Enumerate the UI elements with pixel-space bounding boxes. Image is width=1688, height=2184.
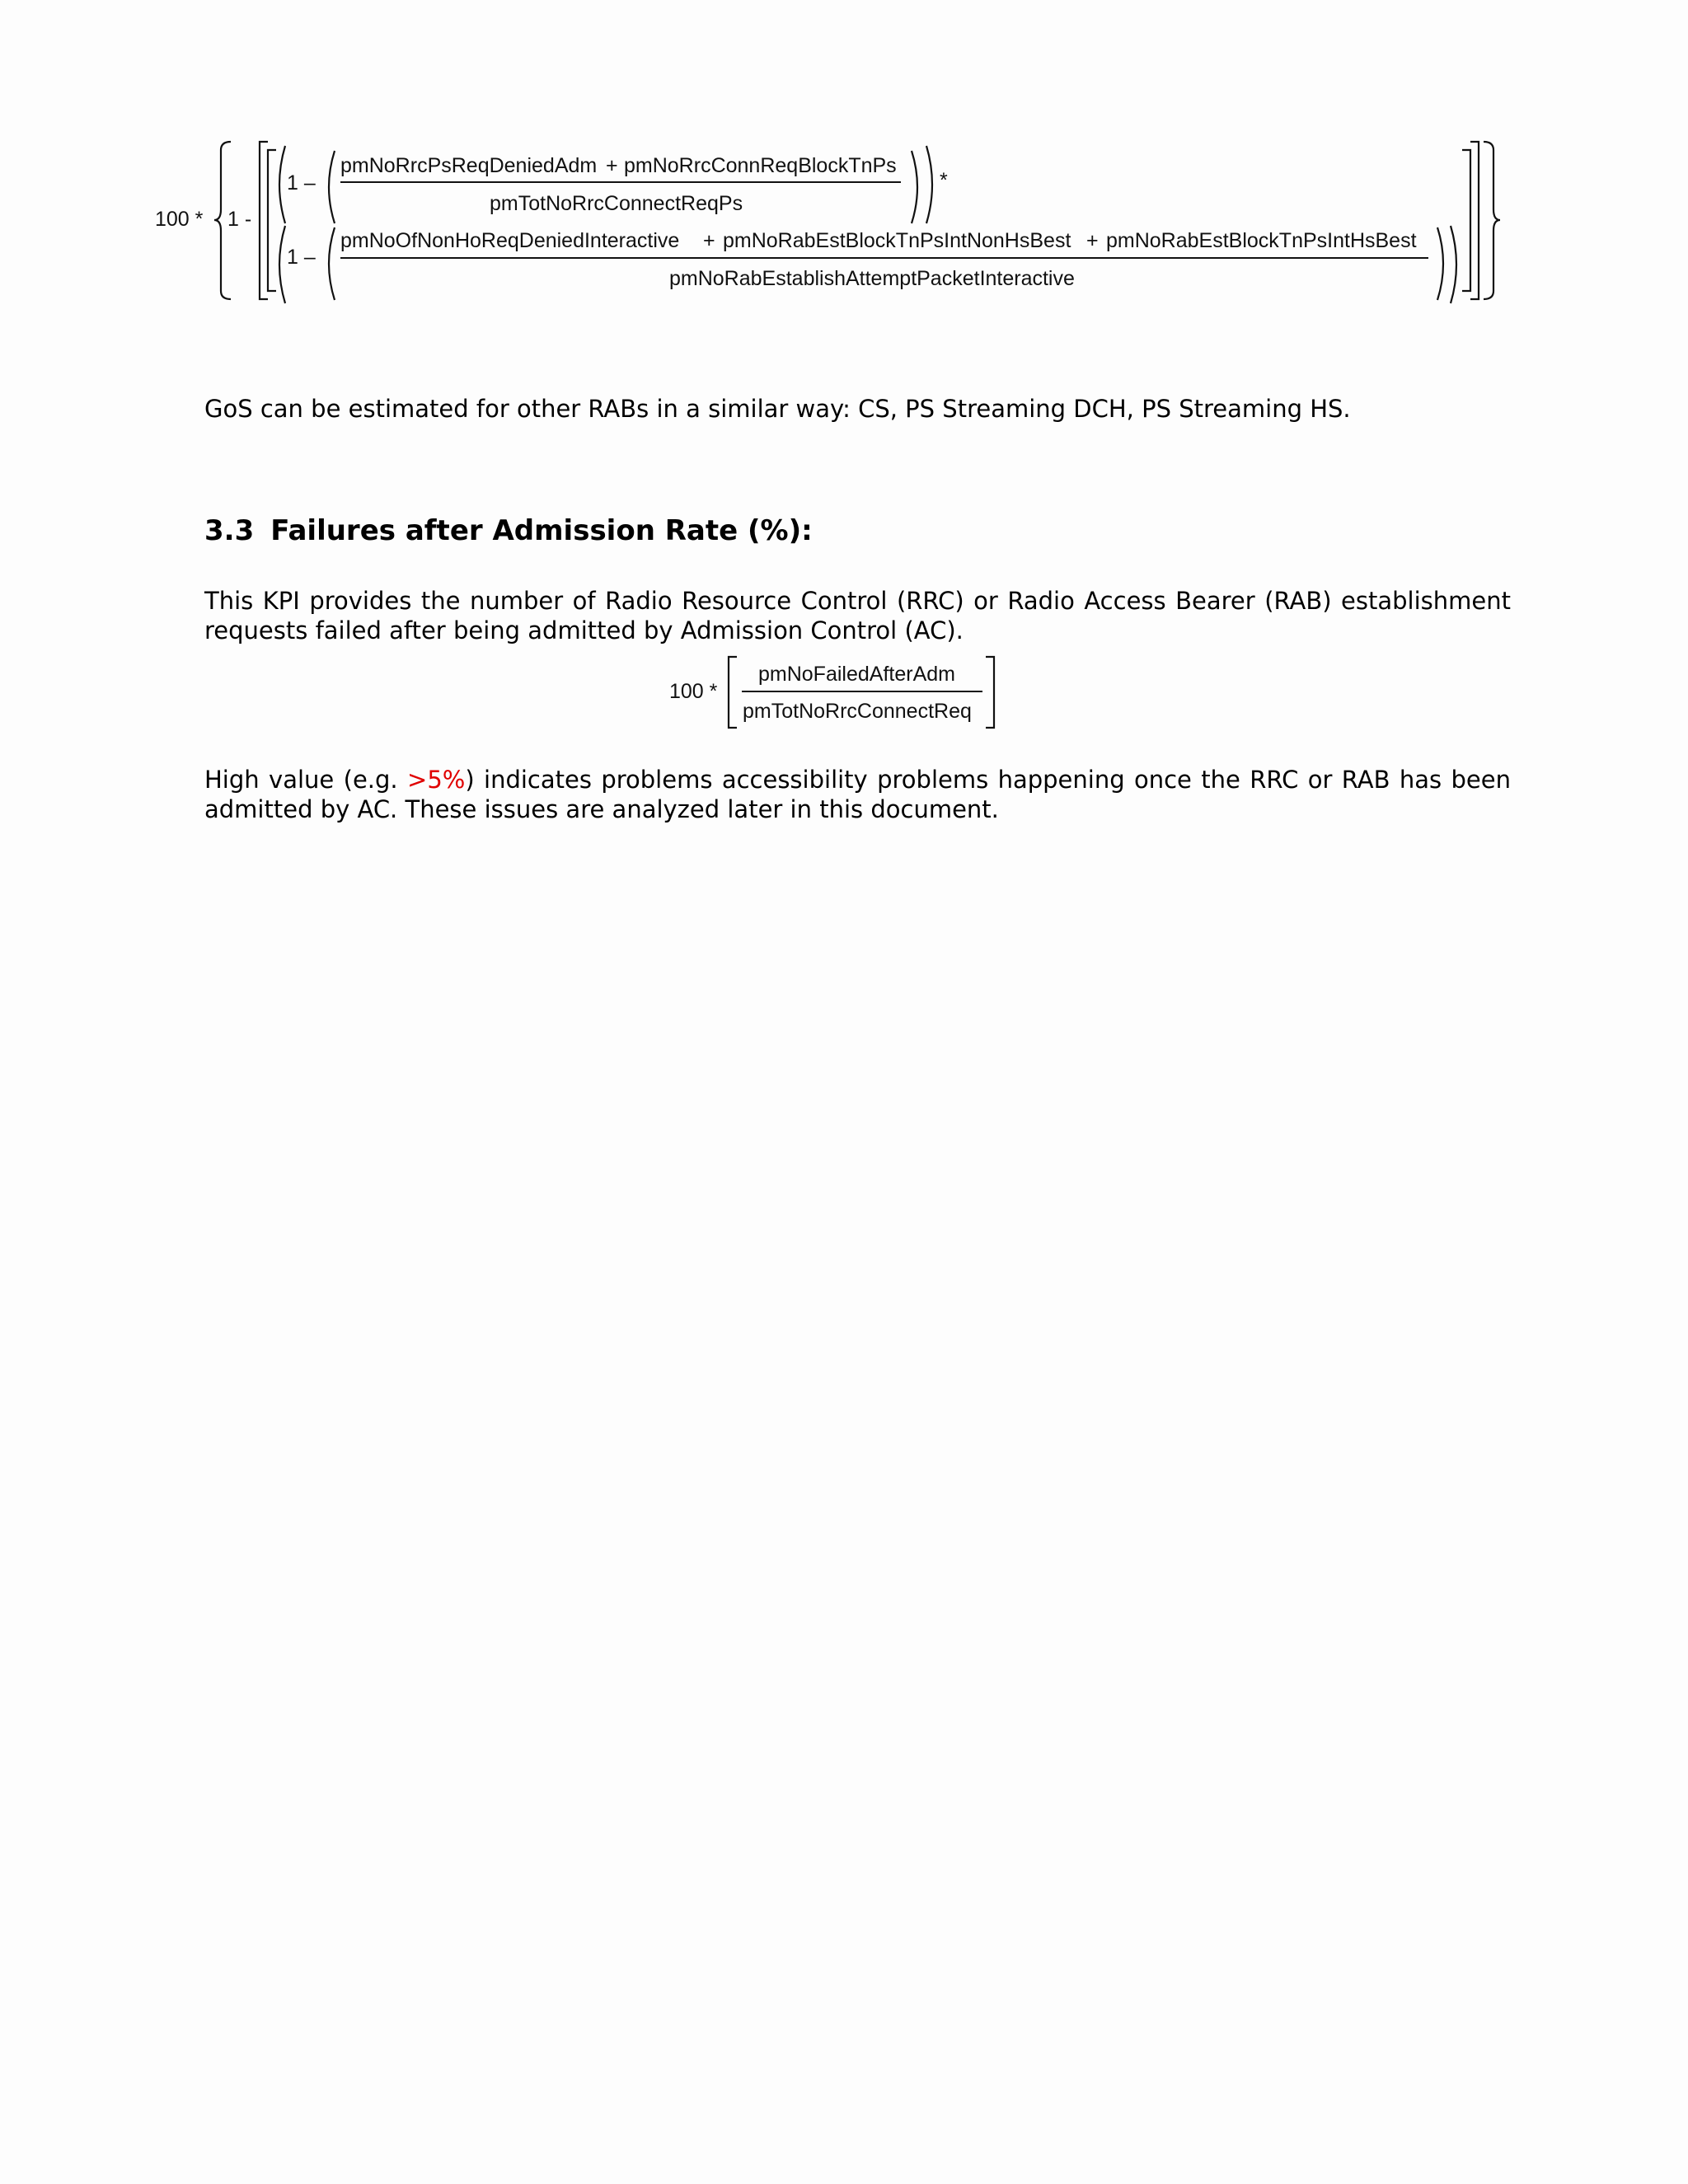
far-multiplier: 100 * bbox=[669, 680, 718, 703]
term2-numerator-b: pmNoRabEstBlockTnPsIntNonHsBest bbox=[723, 229, 1071, 252]
term2-denominator: pmNoRabEstablishAttemptPacketInteractive bbox=[669, 267, 1075, 290]
term2-inner-left-paren bbox=[321, 226, 338, 302]
threshold-value: >5% bbox=[407, 766, 466, 794]
term1-numerator-b: pmNoRrcConnReqBlockTnPs bbox=[624, 154, 897, 177]
term2-numerator-c: pmNoRabEstBlockTnPsIntHsBest bbox=[1106, 229, 1417, 252]
section-heading bbox=[204, 514, 813, 547]
term2-one-minus: 1 – bbox=[287, 246, 316, 269]
high-value-paragraph bbox=[204, 765, 1511, 824]
term1-times: * bbox=[940, 169, 948, 192]
term1-inner-right-paren bbox=[908, 149, 925, 225]
term1-denominator: pmTotNoRrcConnectReqPs bbox=[490, 192, 743, 215]
high-value-suffix: ) indicates problems accessibility problems happening once the RRC or RAB has been admitted by AC. These issues are analyzed later in this document. bbox=[204, 766, 1511, 823]
far-fraction-bar bbox=[742, 691, 982, 692]
term2-left-paren bbox=[272, 224, 288, 305]
term2-numerator-a: pmNoOfNonHoReqDeniedInteractive bbox=[340, 229, 680, 252]
high-value-prefix: High value (e.g. bbox=[204, 766, 408, 794]
term1-right-paren bbox=[923, 144, 940, 225]
term1-left-paren bbox=[272, 144, 288, 225]
far-left-bracket bbox=[727, 655, 738, 729]
section-title: Failures after Admission Rate (%): bbox=[270, 514, 813, 547]
term1-inner-left-paren bbox=[321, 149, 338, 225]
term1-fraction-bar bbox=[340, 181, 901, 183]
gos-note-paragraph: GoS can be estimated for other RABs in a similar way: CS, PS Streaming DCH, PS Streaming HS. bbox=[204, 395, 1351, 423]
term1-numerator-a: pmNoRrcPsReqDeniedAdm bbox=[340, 154, 598, 177]
term2-plus-2: + bbox=[1086, 229, 1099, 252]
term2-fraction-bar bbox=[340, 257, 1428, 259]
far-right-bracket bbox=[984, 655, 996, 729]
term1-plus: + bbox=[606, 154, 618, 177]
right-square-brackets bbox=[1461, 140, 1480, 301]
formula-one-minus: 1 - bbox=[227, 208, 252, 231]
kpi-description-paragraph: This KPI provides the number of Radio Resource Control (RRC) or Radio Access Bearer (RAB) establishment requests failed after being admitted by Admission Control (AC). bbox=[204, 587, 1511, 644]
term2-plus-1: + bbox=[703, 229, 715, 252]
formula-multiplier: 100 * bbox=[155, 208, 204, 231]
far-numerator: pmNoFailedAfterAdm bbox=[758, 663, 955, 686]
right-curly-brace bbox=[1482, 140, 1507, 301]
far-denominator: pmTotNoRrcConnectReq bbox=[743, 700, 972, 723]
section-number: 3.3 bbox=[204, 514, 255, 547]
term1-one-minus: 1 – bbox=[287, 171, 316, 194]
